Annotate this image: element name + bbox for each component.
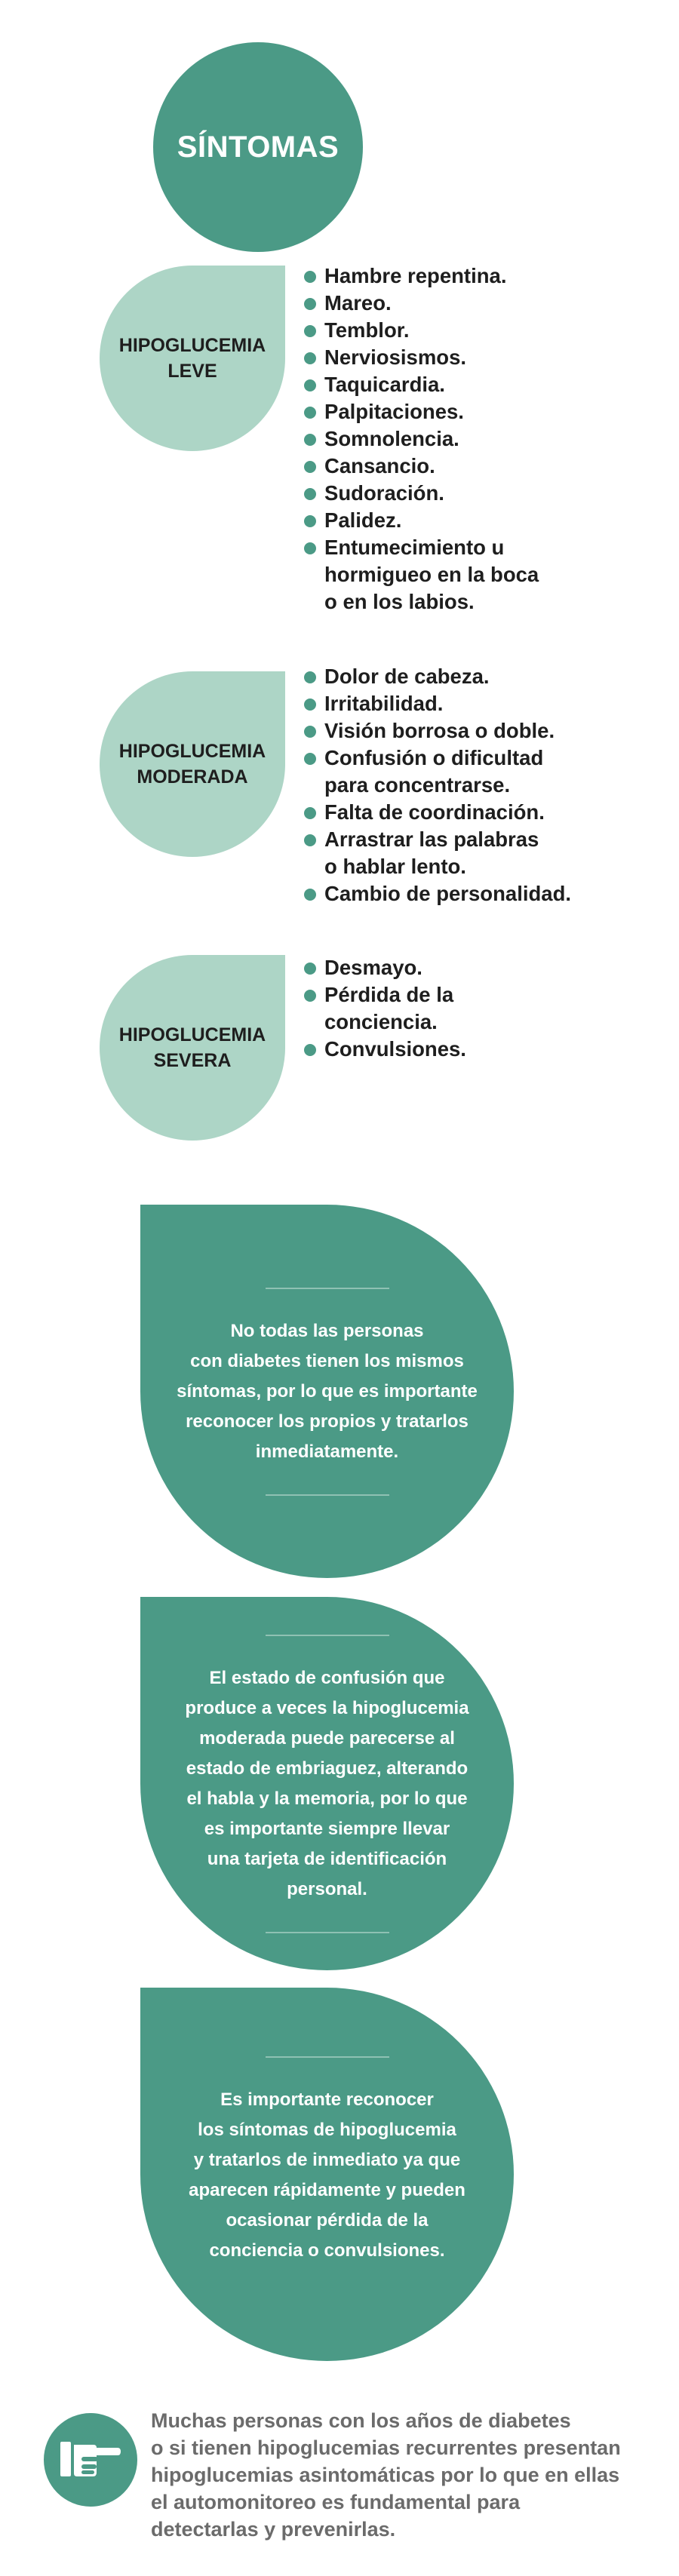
note-card [140,1597,514,1970]
note-text: No todas las personas con diabetes tienen los mismos síntomas, por lo que es importante reconocer los propios y tratarlos inmediatamente. [177,1320,478,1462]
symptom-item [304,453,539,480]
symptom-text: Nerviosismos. [324,345,467,369]
symptom-list-leve [304,263,539,616]
bullet-icon [304,834,316,846]
level-label: HIPOGLUCEMIA LEVE [118,335,266,382]
bullet-icon [304,434,316,446]
symptom-text: Palidez. [324,508,402,532]
divider [266,2056,389,2058]
bullet-icon [304,990,316,1002]
bullet-icon [304,671,316,683]
symptom-text: Palpitaciones. [324,400,464,423]
bullet-icon [304,963,316,975]
tip-text: Muchas personas con los años de diabetes o si tienen hipoglucemias recurrentes presentan hipoglucemias asintomáticas por lo que en ellas el automonitoreo es fundamental para detectarlas y prevenirlas. [151,2409,621,2541]
bullet-icon [304,352,316,364]
symptom-text: Taquicardia. [324,373,445,396]
bullet-icon [304,325,316,337]
symptom-item [304,317,539,344]
symptom-text: Temblor. [324,318,410,342]
bullet-icon [304,515,316,527]
symptom-text: Cansancio. [324,454,435,477]
bullet-icon [304,407,316,419]
symptom-item [304,717,571,745]
symptom-text: Visión borrosa o doble. [324,719,555,742]
symptom-item [304,690,571,717]
symptom-item [304,1036,466,1063]
bullet-icon [304,1044,316,1056]
symptom-item [304,954,466,981]
symptom-text: Arrastrar las palabras o hablar lento. [324,827,539,878]
note-card [140,1205,514,1578]
page-title: SÍNTOMAS [177,130,340,164]
level-label: HIPOGLUCEMIA SEVERA [118,1024,266,1071]
symptom-item [304,344,539,371]
divider [266,1635,389,1636]
note-card [140,1988,514,2361]
symptom-text: Confusión o dificultad para concentrarse. [324,746,544,797]
bullet-icon [304,379,316,391]
pointing-hand-icon [44,2413,137,2507]
symptom-item [304,799,571,826]
symptom-item [304,263,539,290]
symptom-item [304,663,571,690]
divider [266,1494,389,1496]
symptom-text: Falta de coordinación. [324,800,545,824]
bullet-icon [304,488,316,500]
symptom-text: Convulsiones. [324,1037,466,1061]
symptom-item [304,290,539,317]
note-text: Es importante reconocer los síntomas de hipoglucemia y tratarlos de inmediato ya que aparecen rápidamente y pueden ocasionar pérdida de la conciencia o convulsiones. [189,2089,465,2261]
level-badge-moderada [100,671,285,857]
divider [266,1288,389,1289]
symptom-item [304,398,539,425]
symptom-text: Sudoración. [324,481,444,505]
bullet-icon [304,461,316,473]
symptom-text: Somnolencia. [324,427,459,450]
bullet-icon [304,726,316,738]
title-badge [153,42,363,252]
symptom-list-moderada [304,663,571,907]
level-badge-leve [100,266,285,451]
level-badge-severa [100,955,285,1141]
symptom-item [304,880,571,907]
symptom-item [304,826,571,880]
bullet-icon [304,807,316,819]
symptom-item [304,534,539,616]
bullet-icon [304,542,316,554]
note-text: El estado de confusión que produce a veces la hipoglucemia moderada puede parecerse al estado de embriaguez, alterando el habla y la memoria, por lo que es importante siempre llevar una tarjeta de identificación personal. [185,1667,469,1899]
symptom-text: Cambio de personalidad. [324,882,572,905]
level-label: HIPOGLUCEMIA MODERADA [118,741,266,788]
symptom-item [304,480,539,507]
symptom-item [304,745,571,799]
symptom-text: Pérdida de la conciencia. [324,983,454,1033]
symptom-list-severa [304,954,466,1063]
bullet-icon [304,298,316,310]
bullet-icon [304,753,316,765]
symptom-text: Irritabilidad. [324,692,444,715]
divider [266,1932,389,1933]
symptom-item [304,371,539,398]
symptom-text: Desmayo. [324,956,422,979]
bullet-icon [304,889,316,901]
bullet-icon [304,271,316,283]
symptom-text: Hambre repentina. [324,264,507,287]
symptom-item [304,981,466,1036]
symptom-item [304,507,539,534]
bullet-icon [304,698,316,711]
symptom-text: Mareo. [324,291,392,315]
symptom-text: Entumecimiento u hormigueo en la boca o en los labios. [324,536,539,613]
symptom-text: Dolor de cabeza. [324,665,490,688]
pointing-hand-glyph [59,2437,122,2482]
symptom-item [304,425,539,453]
